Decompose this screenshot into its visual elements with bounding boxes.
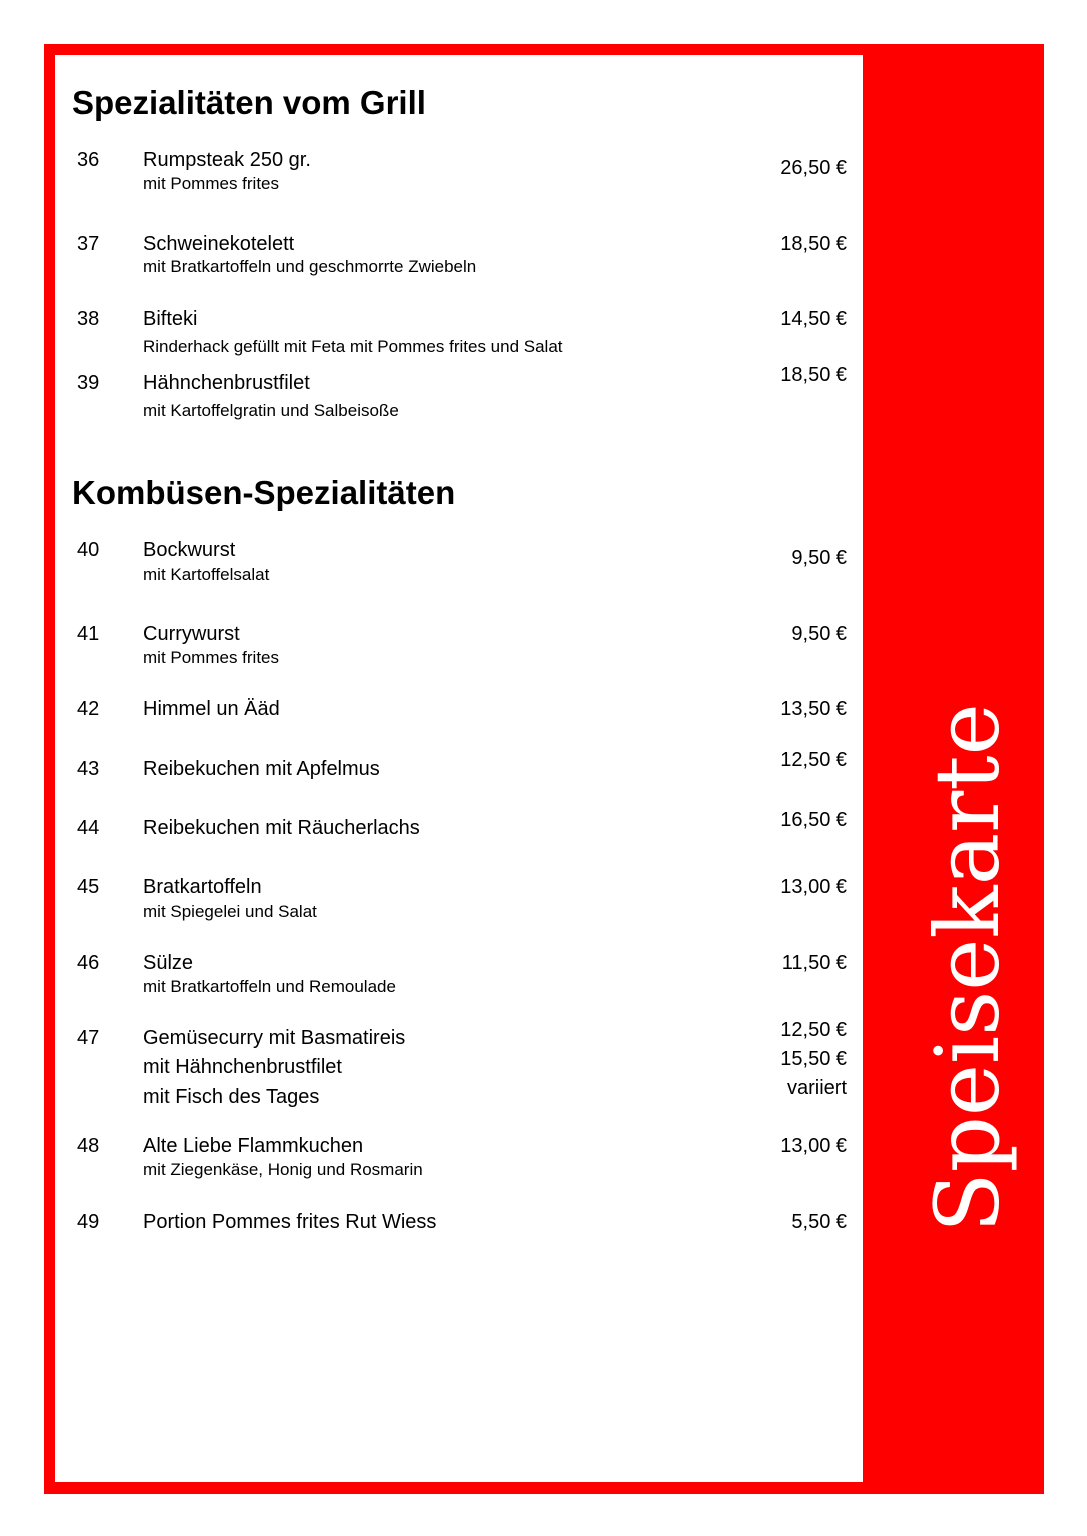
item-number: 36 — [77, 149, 100, 171]
item-name: Rumpsteak 250 gr. — [143, 149, 311, 171]
item-name: Bratkartoffeln — [143, 876, 262, 898]
item-variant-price: variiert — [786, 1077, 847, 1099]
item-number: 38 — [77, 308, 100, 330]
item-price: 12,50 € — [780, 1019, 847, 1041]
item-name: Reibekuchen mit Apfelmus — [143, 758, 380, 780]
item-description: mit Ziegenkäse, Honig und Rosmarin — [143, 1160, 423, 1179]
item-price: 11,50 € — [781, 952, 847, 974]
item-name: Portion Pommes frites Rut Wiess — [143, 1211, 437, 1233]
item-price: 13,00 € — [780, 876, 847, 898]
item-number: 37 — [77, 233, 100, 255]
item-description: mit Pommes frites — [143, 648, 280, 667]
item-name: Alte Liebe Flammkuchen — [143, 1135, 364, 1157]
item-description: mit Bratkartoffeln und Remoulade — [143, 977, 396, 996]
item-description: mit Kartoffelgratin und Salbeisoße — [143, 401, 399, 420]
item-description: Rinderhack gefüllt mit Feta mit Pommes frites und Salat — [143, 337, 563, 356]
item-name: Bockwurst — [143, 539, 236, 561]
item-price: 5,50 € — [791, 1211, 847, 1233]
item-description: mit Spiegelei und Salat — [143, 902, 317, 921]
item-number: 49 — [77, 1211, 100, 1233]
item-price: 12,50 € — [780, 749, 847, 771]
section-heading-kombuese: Kombüsen-Spezialitäten — [72, 474, 456, 511]
item-description: mit Kartoffelsalat — [143, 565, 270, 584]
item-price: 13,50 € — [780, 698, 847, 720]
item-number: 44 — [77, 817, 100, 839]
item-number: 41 — [77, 623, 100, 645]
item-number: 47 — [77, 1027, 100, 1049]
item-price: 26,50 € — [780, 157, 847, 179]
section-heading-grill: Spezialitäten vom Grill — [72, 84, 426, 121]
item-price: 9,50 € — [791, 547, 847, 569]
item-number: 39 — [77, 372, 100, 394]
item-name: Sülze — [143, 952, 194, 974]
item-description: mit Bratkartoffeln und geschmorrte Zwiebeln — [143, 257, 477, 276]
item-name: Bifteki — [143, 308, 198, 330]
item-price: 13,00 € — [780, 1135, 847, 1157]
item-number: 42 — [77, 698, 100, 720]
item-number: 46 — [77, 952, 100, 974]
item-name: Hähnchenbrustfilet — [143, 372, 310, 394]
item-variant-price: 15,50 € — [780, 1048, 847, 1070]
item-number: 48 — [77, 1135, 100, 1157]
item-description: mit Pommes frites — [143, 174, 280, 193]
item-name: Himmel un Ääd — [143, 698, 280, 720]
item-price: 9,50 € — [791, 623, 847, 645]
item-price: 14,50 € — [780, 308, 847, 330]
item-price: 18,50 € — [780, 364, 847, 386]
item-name: Currywurst — [143, 623, 240, 645]
item-number: 45 — [77, 876, 100, 898]
item-name: Reibekuchen mit Räucherlachs — [143, 817, 420, 839]
item-variant-name: mit Hähnchenbrustfilet — [143, 1056, 342, 1078]
item-price: 18,50 € — [780, 233, 847, 255]
item-number: 43 — [77, 758, 100, 780]
side-title: Speisekarte — [916, 703, 1019, 1233]
item-price: 16,50 € — [780, 809, 847, 831]
item-variant-name: mit Fisch des Tages — [143, 1086, 320, 1108]
item-name: Gemüsecurry mit Basmatireis — [143, 1027, 406, 1049]
item-name: Schweinekotelett — [143, 233, 295, 255]
item-number: 40 — [77, 539, 100, 561]
